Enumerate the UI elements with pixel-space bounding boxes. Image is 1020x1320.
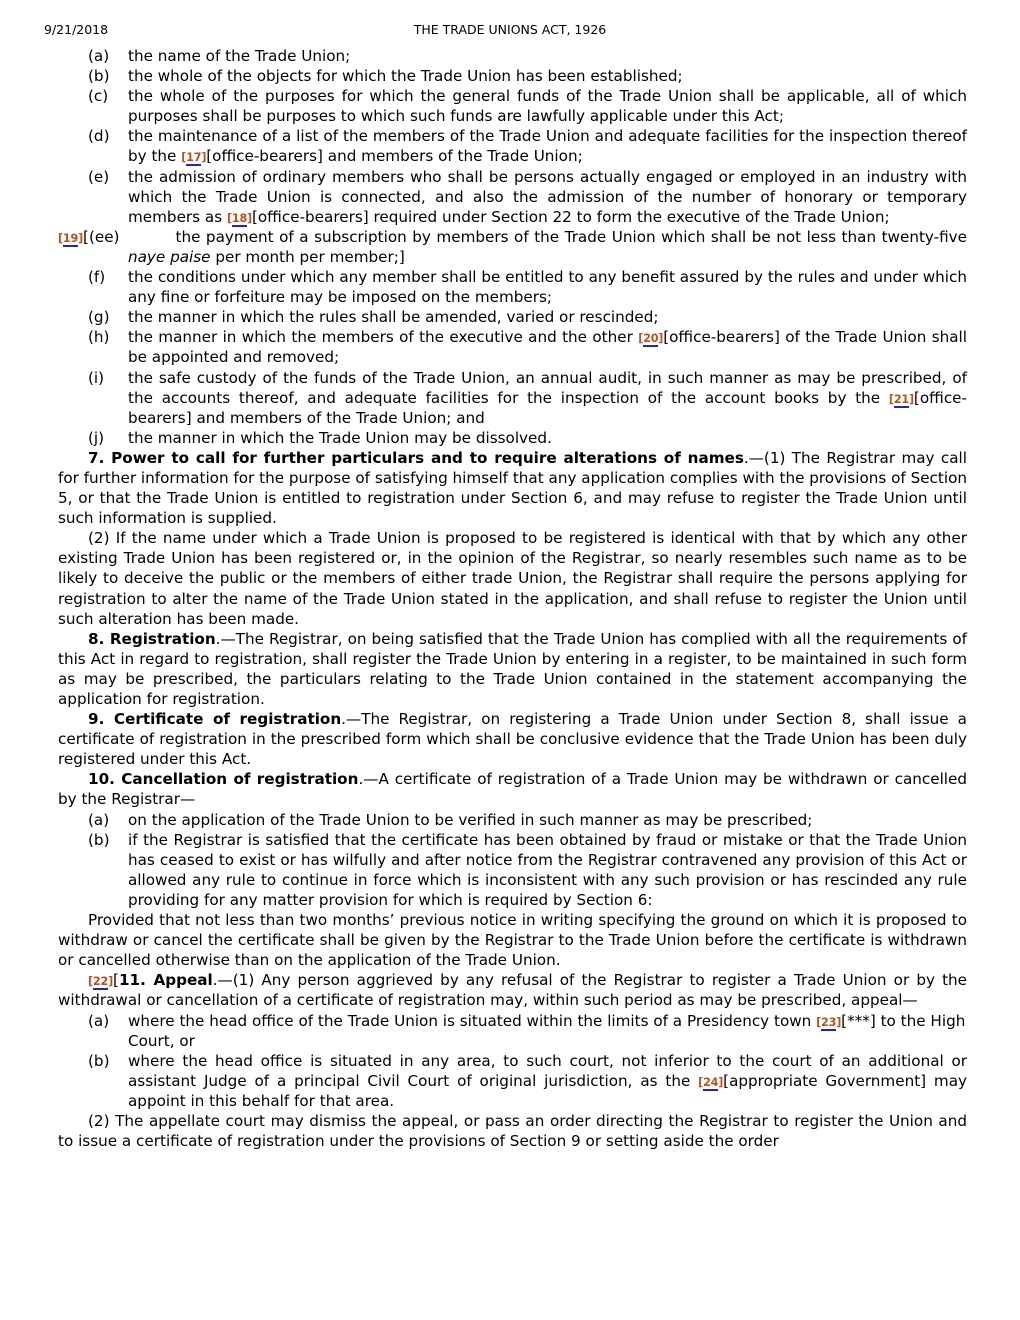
footnote-ref-number: 24 bbox=[703, 1075, 719, 1089]
clause-text: if the Registrar is satisfied that the certificate has been obtained by fraud or mistake or that the Trade Union has ceased to exist or has wilfully and after notice from the Registrar contravened any provision of this Act or allowed any rule to continue in force which is inconsistent with any such provision or has rescinded any rule providing for any matter provision for which is required by Section 6: bbox=[128, 830, 967, 909]
clause-text-before: where the head office is situated in any area, to such court, not inferior to the court of an additional or assistant Judge of a principal Civil Court of original jurisdiction, as the bbox=[128, 1051, 967, 1090]
clause-text-after: [***] to the High Court, or bbox=[128, 1011, 966, 1050]
list-item-ee bbox=[58, 227, 967, 267]
section-body: .—The Registrar, on being satisfied that the Trade Union has complied with all the requirements of this Act in regard to registration, shall register the Trade Union by entering in a register, to be maintained in such form as may be prescribed, the particulars relating to the Trade Union contained in the statement accompanying the application for registration. bbox=[58, 629, 968, 708]
section-heading: Appeal bbox=[153, 971, 213, 990]
list-item bbox=[58, 327, 967, 367]
section-body: .—(1) Any person aggrieved by any refusal of the Registrar to register a Trade Union or by the withdrawal or cancellation of a certificate of registration may, within such period as may be prescribed, appeal— bbox=[58, 971, 967, 1010]
clause-label: (b) bbox=[88, 1051, 110, 1070]
list-item bbox=[58, 428, 967, 448]
clause-text-after: [appropriate Government] may appoint in this behalf for that area. bbox=[128, 1071, 967, 1110]
clause-text bbox=[128, 1051, 967, 1111]
section-heading: Certificate of registration bbox=[113, 710, 342, 729]
clause-label: (c) bbox=[88, 87, 109, 106]
footnote-ref-18[interactable]: [18] bbox=[226, 211, 252, 225]
clause-text: the whole of the objects for which the Trade Union has been established; bbox=[128, 67, 683, 86]
section-body: .—The Registrar, on registering a Trade Union under Section 8, shall issue a certificate of registration in the prescribed form which shall be conclusive evidence that the Trade Union has been duly registered under this Act. bbox=[58, 710, 967, 769]
clause-ee-bracket: [(ee) bbox=[83, 227, 120, 246]
footnote-ref-number: 22 bbox=[92, 975, 109, 989]
footnote-ref-number: 17 bbox=[186, 151, 202, 165]
clause-text: the whole of the purposes for which the general funds of the Trade Union shall be applicable, all of which purposes shall be purposes to which such funds are lawfully applicable under this Act; bbox=[128, 87, 967, 126]
clause-text bbox=[128, 126, 967, 166]
section-9 bbox=[58, 709, 967, 769]
clause-text bbox=[128, 1011, 967, 1051]
document-body bbox=[58, 46, 967, 1151]
footnote-ref-20[interactable]: [20] bbox=[638, 332, 664, 346]
footnote-ref-22[interactable]: [22] bbox=[88, 975, 114, 989]
clause-text-after: [office-bearers] and members of the Trade Union; bbox=[206, 147, 583, 166]
list-item bbox=[58, 830, 967, 910]
section-8 bbox=[58, 629, 967, 709]
clause-ee-text: the payment of a subscription by members of the Trade Union which shall be not less than twenty-five bbox=[175, 227, 967, 246]
clause-label: (j) bbox=[88, 428, 105, 447]
section-body: .—A certificate of registration of a Trade Union may be withdrawn or cancelled by the Registrar— bbox=[58, 770, 967, 809]
clause-text-before: the maintenance of a list of the members of the Trade Union and adequate facilities for the inspection thereof by the bbox=[128, 127, 967, 166]
list-item bbox=[58, 86, 967, 126]
clause-label: (b) bbox=[88, 67, 110, 86]
clause-text-before: the safe custody of the funds of the Trade Union, an annual audit, in such manner as may be prescribed, of the accounts thereof, and adequate facilities for the inspection of the account books by the bbox=[128, 368, 967, 407]
clause-ee-tail: per month per member;] bbox=[210, 247, 405, 266]
list-item bbox=[58, 66, 967, 86]
clause-label: (b) bbox=[88, 830, 110, 849]
list-item bbox=[58, 307, 967, 327]
clause-label: (f) bbox=[88, 268, 106, 287]
section-number: 10. bbox=[88, 770, 122, 789]
list-item bbox=[58, 810, 967, 830]
footnote-ref-19[interactable]: [19] bbox=[58, 231, 84, 245]
clause-label: (h) bbox=[88, 328, 110, 347]
clause-ee-italic: naye paise bbox=[128, 247, 211, 266]
clause-text: the manner in which the Trade Union may be dissolved. bbox=[128, 428, 552, 447]
list-item bbox=[58, 126, 967, 166]
clause-text: the name of the Trade Union; bbox=[128, 47, 351, 65]
footnote-ref-24[interactable]: [24] bbox=[698, 1075, 724, 1089]
clause-label: (a) bbox=[88, 47, 110, 65]
page-header bbox=[44, 20, 976, 40]
footnote-ref-number: 23 bbox=[821, 1015, 837, 1029]
proviso-paragraph: Provided that not less than two months’ previous notice in writing specifying the ground on which it is proposed to withdraw or cancel the certificate shall be given by the Registrar to the Trade Union before the certificate is withdrawn or cancelled otherwise than on the application of the Trade Union. bbox=[58, 911, 967, 970]
clause-label: (a) bbox=[88, 1011, 110, 1030]
section-7-sub-2: (2) If the name under which a Trade Union is proposed to be registered is identical with that by which any other existing Trade Union has been registered or, in the opinion of the Registrar, so nearly resembles such name as to be likely to deceive the public or the members of either trade Union, the Registrar shall require the persons applying for registration to alter the name of the Trade Union stated in the application, and shall refuse to register the Union until such alteration has been made. bbox=[58, 529, 967, 628]
footnote-ref-17[interactable]: [17] bbox=[181, 151, 207, 165]
header-title: THE TRADE UNIONS ACT, 1926 bbox=[413, 22, 607, 37]
clause-label: (d) bbox=[88, 127, 110, 146]
section-number: 9. bbox=[88, 710, 114, 729]
footnote-ref-23[interactable]: [23] bbox=[816, 1015, 842, 1029]
list-item bbox=[58, 46, 967, 66]
clause-label: (e) bbox=[88, 167, 110, 186]
list-item bbox=[58, 368, 967, 428]
clause-text bbox=[128, 368, 967, 428]
clause-text-before: where the head office of the Trade Union is situated within the limits of a Presidency town bbox=[128, 1011, 817, 1030]
footnote-ref-21[interactable]: [21] bbox=[888, 392, 914, 406]
section-number: 8. bbox=[88, 629, 110, 648]
section-body: .—(1) The Registrar may call for further information for the purpose of satisfying himself that any application complies with the provisions of Section 5, or that the Trade Union is entitled to registration under Section 6, and may refuse to register the Trade Union until such information is supplied. bbox=[58, 448, 967, 528]
footnote-ref-number: 20 bbox=[643, 332, 659, 346]
clause-text-before: the manner in which the members of the executive and the other bbox=[128, 328, 639, 347]
list-item bbox=[58, 267, 967, 307]
section-heading: Registration bbox=[109, 629, 216, 648]
section-11-bracket: [ bbox=[113, 971, 119, 990]
clause-text: the conditions under which any member shall be entitled to any benefit assured by the rules and under which any fine or forfeiture may be imposed on the members; bbox=[128, 268, 967, 307]
clause-text bbox=[128, 167, 967, 227]
clause-text: on the application of the Trade Union to be verified in such manner as may be prescribed; bbox=[128, 810, 813, 829]
clause-label: (g) bbox=[88, 308, 110, 327]
footnote-ref-number: 18 bbox=[231, 211, 248, 225]
clause-text-before: the admission of ordinary members who shall be persons actually engaged or employed in an industry with which the Trade Union is connected, and also the admission of the number of honorary or temporary members as bbox=[128, 167, 967, 226]
section-heading: Power to call for further particulars and to require alterations of names bbox=[111, 448, 744, 467]
list-item bbox=[58, 1011, 967, 1051]
section-number: 7. bbox=[88, 448, 112, 467]
section-number: 11. bbox=[118, 971, 154, 990]
clause-text: the manner in which the rules shall be amended, varied or rescinded; bbox=[128, 308, 659, 327]
clause-label: (a) bbox=[88, 810, 110, 829]
footnote-ref-number: 21 bbox=[893, 392, 909, 406]
section-7 bbox=[58, 448, 967, 528]
clause-text bbox=[128, 327, 967, 367]
footnote-ref-number: 19 bbox=[62, 231, 79, 245]
clause-text-after: [office-bearers] and members of the Trade Union; and bbox=[128, 388, 967, 427]
list-item bbox=[58, 1051, 967, 1111]
list-item bbox=[58, 167, 967, 227]
section-10 bbox=[58, 769, 967, 809]
header-date: 9/21/2018 bbox=[44, 22, 109, 37]
clause-text-after: [office-bearers] of the Trade Union shall be appointed and removed; bbox=[128, 328, 967, 367]
clause-text-after: [office-bearers] required under Section 22 to form the executive of the Trade Union; bbox=[251, 207, 890, 226]
section-11-sub-2: (2) The appellate court may dismiss the appeal, or pass an order directing the Registrar to register the Union and to issue a certificate of registration under the provisions of Section 9 or setting aside the order bbox=[58, 1111, 967, 1151]
section-11 bbox=[58, 970, 967, 1010]
section-heading: Cancellation of registration bbox=[121, 770, 359, 789]
clause-label: (i) bbox=[88, 368, 105, 387]
